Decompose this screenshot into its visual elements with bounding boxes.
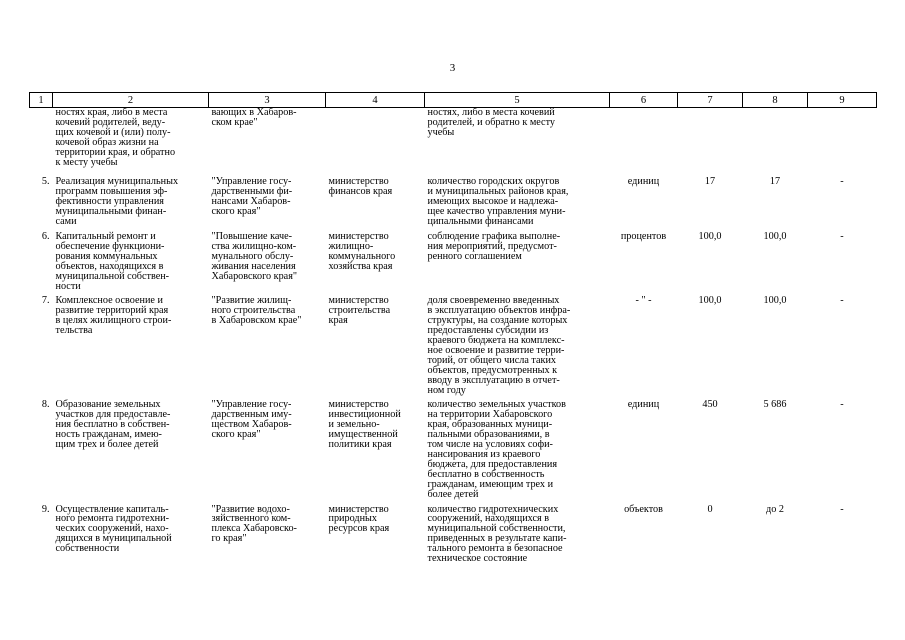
- event-cell: Комплексное освоение и развитие территорий края в целях жилищного строи- тельства: [55, 295, 172, 337]
- table-header: [30, 93, 877, 108]
- value-col7-cell: [678, 108, 743, 178]
- unit-cell: [610, 108, 678, 178]
- value-col8-cell: 17: [769, 176, 781, 188]
- unit-cell: единиц: [627, 399, 660, 411]
- event-cell: Образование земельных участков для предоставле- ния бесплатно в собствен- ность гражданам, имею- щим трех и более детей: [55, 399, 171, 451]
- executor-cell: министерство строительства края: [328, 295, 391, 327]
- program-cell: вающих в Хабаров- ском крае": [211, 107, 297, 128]
- unit-cell: единиц: [627, 176, 660, 188]
- program-cell: "Управление госу- дарственными фи- нансами Хабаров- ского края": [211, 176, 293, 218]
- value-col7-cell: 450: [702, 399, 718, 411]
- value-col8-cell: 5 686: [763, 399, 787, 411]
- executor-cell: [326, 108, 425, 178]
- value-col7-cell: 100,0: [698, 230, 722, 242]
- unit-cell: - " -: [635, 295, 652, 307]
- value-col7-cell: 0: [707, 503, 713, 515]
- table-row: [30, 296, 877, 400]
- table-row: [30, 177, 877, 232]
- executor-cell: министерство инвестиционной и земельно- имущественной политики края: [328, 399, 401, 451]
- program-cell: "Управление госу- дарственным иму- ществом Хабаров- ского края": [211, 399, 292, 441]
- row-number: 9.: [41, 503, 50, 515]
- value-col8-cell: 100,0: [763, 295, 787, 307]
- value-col8-cell: 100,0: [763, 230, 787, 242]
- table-row: [30, 400, 877, 504]
- column-header: 4: [326, 93, 425, 108]
- row-number: 6.: [41, 230, 50, 242]
- value-col9-cell: -: [840, 295, 844, 307]
- event-cell: Капитальный ремонт и обеспечение функциони- рования коммунальных объектов, находящихся в муниципальной собствен- ности: [55, 230, 170, 292]
- indicator-cell: количество гидротехнических сооружений, находящихся в муниципальной собственности, приведенных в результате капи- тального ремонта в безопасное техническое состояние: [427, 503, 567, 565]
- indicator-cell: ностях, либо в места кочевий родителей, и обратно к месту учебы: [427, 107, 555, 138]
- page-number: 3: [449, 62, 456, 74]
- column-header: 8: [743, 93, 808, 108]
- event-cell: ностях края, либо в места кочевий родителей, веду- щих кочевой и (или) полу- кочевой образ жизни на территории края, и обратно к месту учебы: [55, 107, 176, 168]
- column-header: 2: [53, 93, 209, 108]
- unit-cell: объектов: [624, 503, 663, 515]
- executor-cell: министерство финансов края: [328, 176, 393, 198]
- value-col9-cell: -: [840, 230, 844, 242]
- event-cell: Осуществление капиталь- ного ремонта гидротехни- ческих сооружений, нахо- дящихся в муниципальной собственности: [55, 503, 172, 555]
- program-cell: "Повышение каче- ства жилищно-ком- мунального обслу- живания населения Хабаровского края": [211, 230, 298, 282]
- value-col8-cell: до 2: [766, 503, 784, 515]
- row-number: 7.: [41, 295, 50, 307]
- program-cell: "Развитие водохо- зяйственного ком- плекса Хабаровско- го края": [211, 503, 297, 545]
- value-col9-cell: [808, 108, 877, 178]
- column-header: 1: [30, 93, 53, 108]
- value-col9-cell: -: [840, 503, 844, 515]
- indicator-cell: количество земельных участков на территории Хабаровского края, образованных муници- пальными образованиями, в том числе на условиях софи- нансирования из краевого бюджета, для предоставления бесплатно в собственность гражданам, имеющим трех и более детей: [427, 399, 566, 500]
- indicator-cell: доля своевременно введенных в эксплуатацию объектов инфра- структуры, на создание которых предоставлены субсидии из краевого бюджета на комплекс- ное освоение и развитие терри- торий, от общего числа таких объектов, предусмотренных к вводу в эксплуатацию в отчет- ном году: [427, 295, 571, 396]
- column-header: 3: [209, 93, 326, 108]
- value-col9-cell: -: [840, 399, 844, 411]
- column-header: 7: [678, 93, 743, 108]
- value-col7-cell: 17: [704, 176, 716, 188]
- row-number: 8.: [41, 399, 50, 411]
- value-col7-cell: 100,0: [698, 295, 722, 307]
- unit-cell: процентов: [620, 230, 667, 242]
- column-header: 5: [425, 93, 610, 108]
- indicator-cell: количество городских округов и муниципальных районов края, имеющих высокое и надлежа- щее качество управления муни- ципальными финансами: [427, 176, 569, 228]
- table-row: [30, 108, 877, 178]
- event-cell: Реализация муниципальных программ повышения эф- фективности управления муниципальными финан- сами: [55, 176, 179, 228]
- table-row: [30, 505, 877, 569]
- indicators-table: [29, 92, 877, 569]
- table-row: [30, 232, 877, 296]
- indicator-cell: соблюдение графика выполне- ния мероприятий, предусмот- ренного соглашением: [427, 230, 561, 262]
- row-number: 5.: [41, 176, 50, 188]
- program-cell: "Развитие жилищ- ного строительства в Хабаровском крае": [211, 295, 302, 327]
- executor-cell: министерство жилищно- коммунального хозяйства края: [328, 230, 396, 272]
- row-number: [30, 108, 53, 178]
- value-col9-cell: -: [840, 176, 844, 188]
- value-col8-cell: [743, 108, 808, 178]
- column-header: 9: [808, 93, 877, 108]
- executor-cell: министерство природных ресурсов края: [328, 503, 390, 535]
- column-header: 6: [610, 93, 678, 108]
